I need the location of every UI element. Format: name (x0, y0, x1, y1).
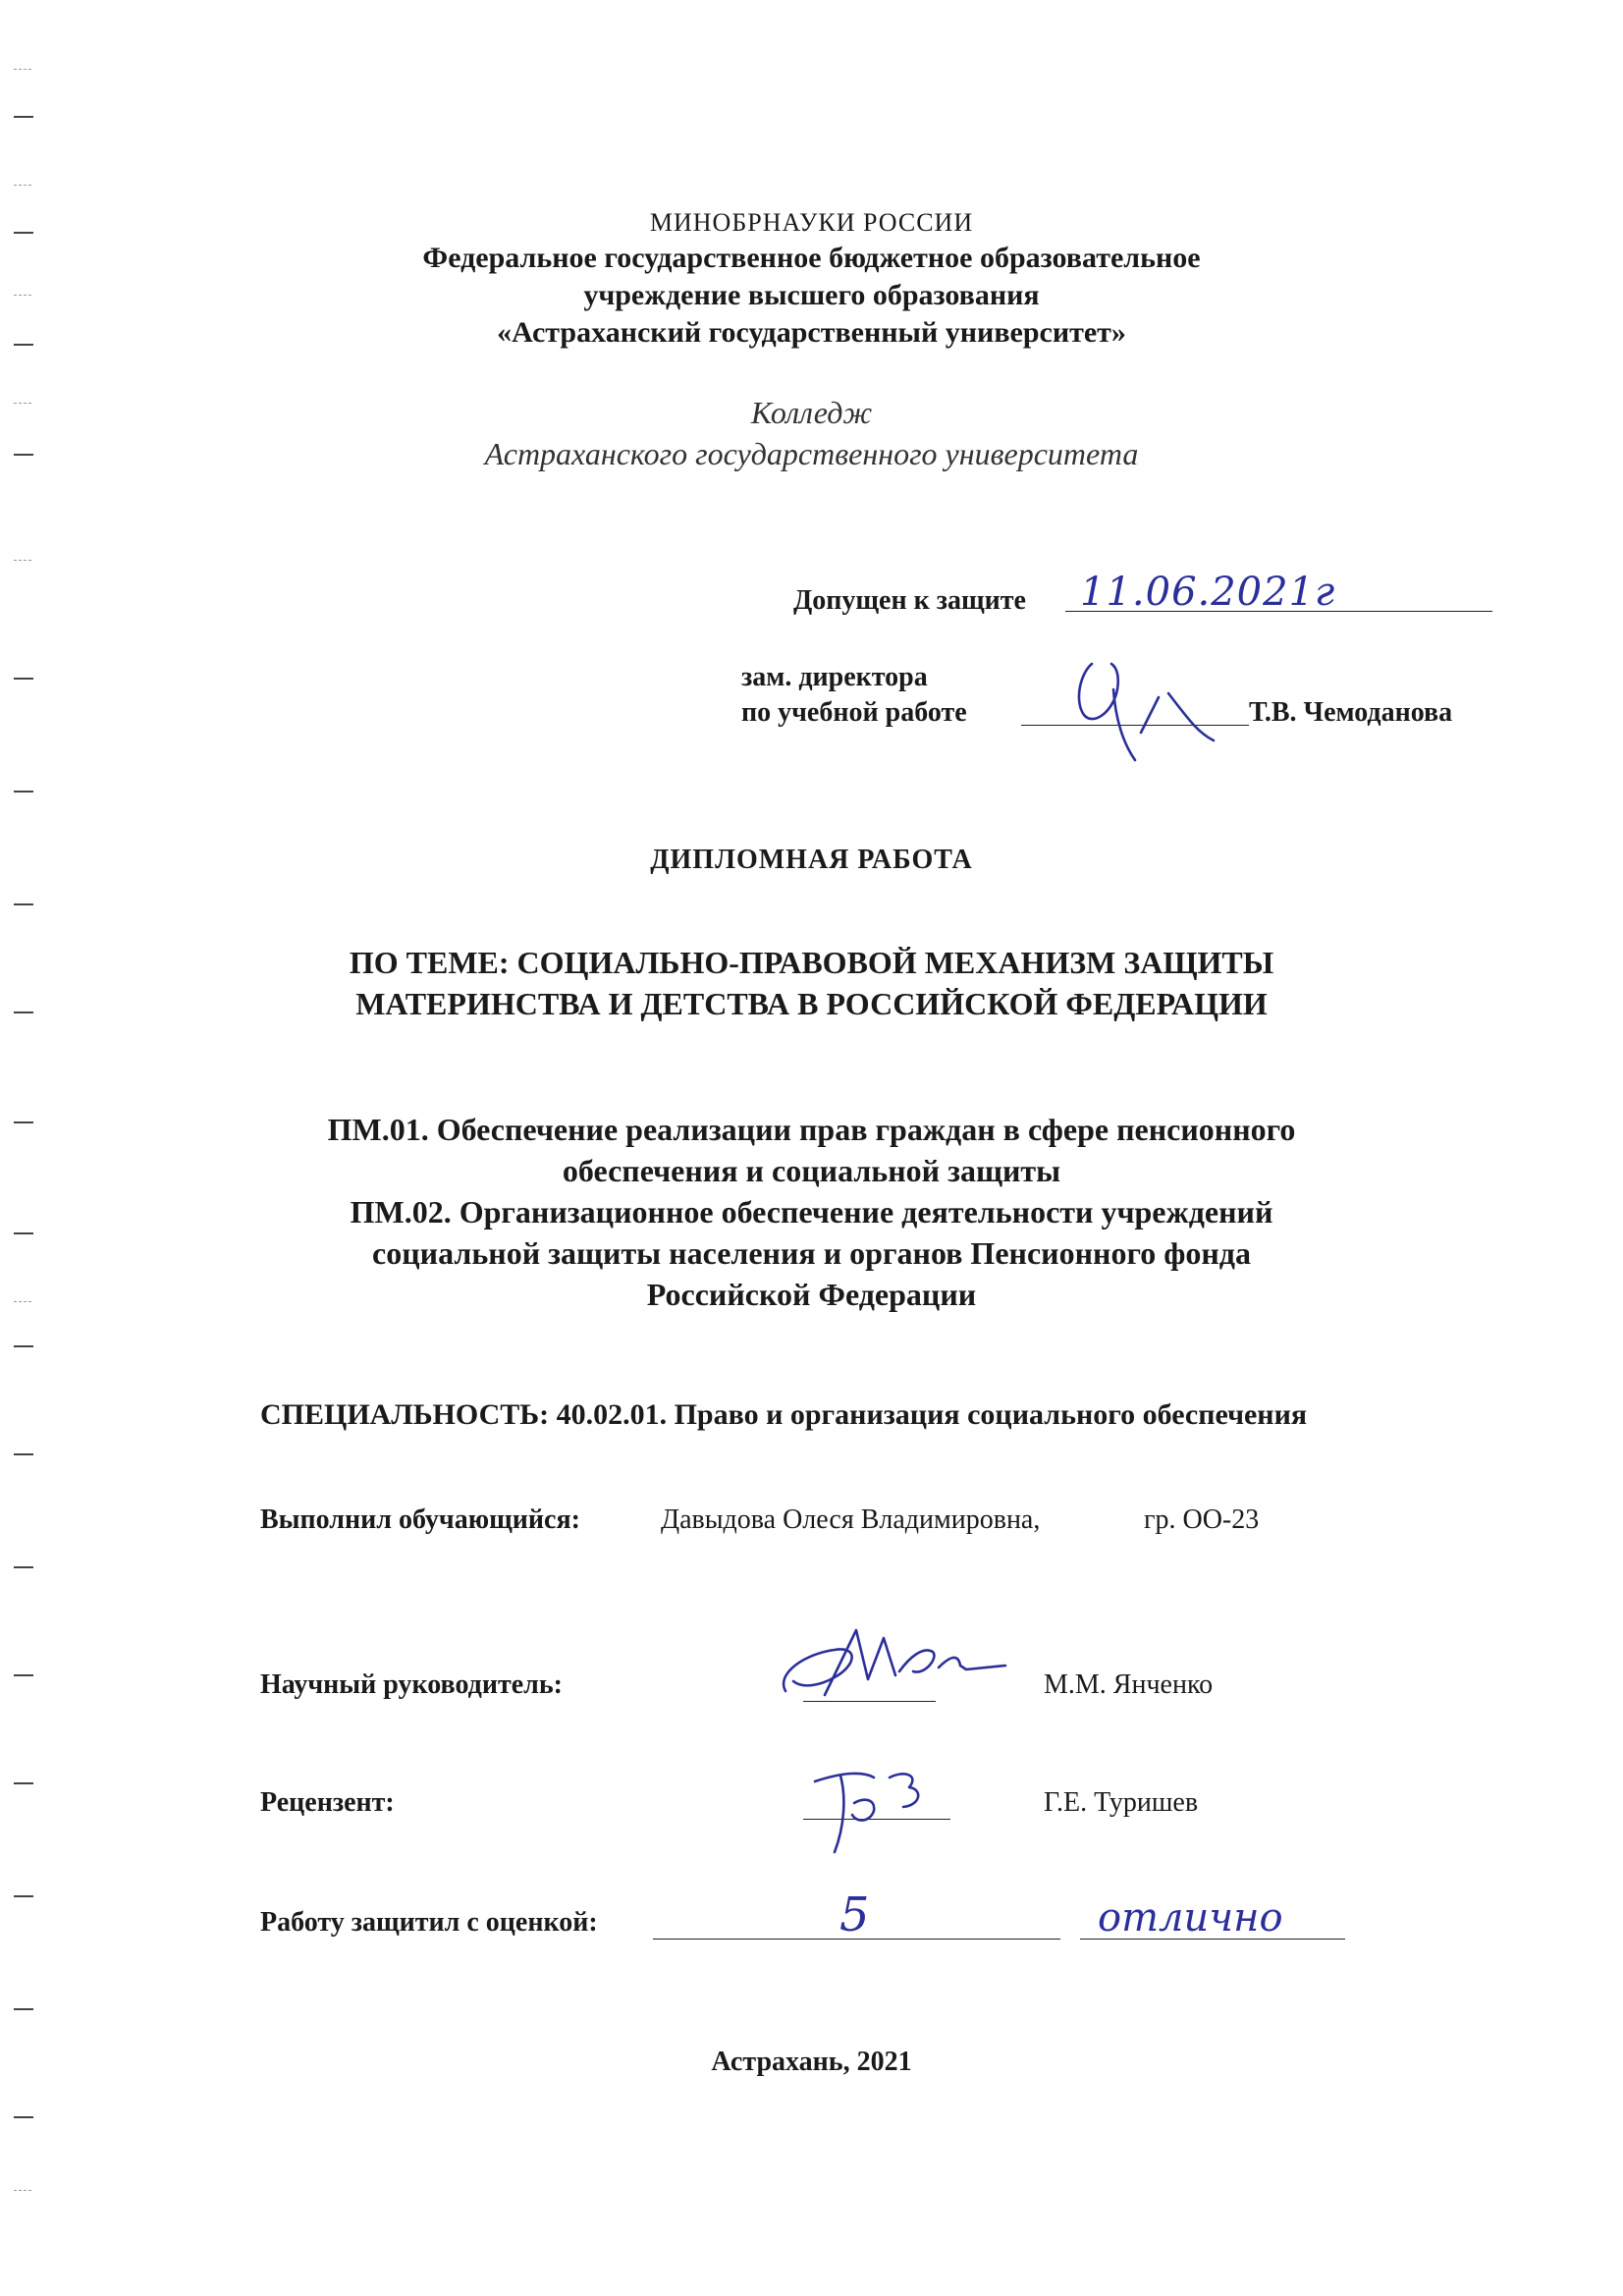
grade-text-handwritten: отлично (1098, 1895, 1283, 1941)
student-label: Выполнил обучающийся: (260, 1504, 580, 1535)
director-position-line-2: по учебной работе (741, 697, 967, 728)
topic-line-2: МАТЕРИНСТВА И ДЕТСТВА В РОССИЙСКОЙ ФЕДЕРАЦИИ (355, 986, 1268, 1021)
grade-numeric-handwritten: 5 (839, 1887, 870, 1942)
supervisor-label: Научный руководитель: (260, 1669, 563, 1700)
topic-line-1: ПО ТЕМЕ: СОЦИАЛЬНО-ПРАВОВОЙ МЕХАНИЗМ ЗАЩИТЫ (349, 945, 1274, 980)
institution-line-2: учреждение высшего образования (583, 279, 1040, 311)
director-position-line-1: зам. директора (741, 662, 928, 692)
specialty: СПЕЦИАЛЬНОСТЬ: 40.02.01. Право и организация социального обеспечения (260, 1398, 1308, 1431)
student-name: Давыдова Олеся Владимировна, (661, 1504, 1041, 1535)
admitted-date-handwritten: 11.06.2021г (1080, 570, 1336, 615)
admitted-label: Допущен к защите (793, 585, 1026, 616)
reviewer-signature (795, 1758, 962, 1866)
module-line-2: обеспечения и социальной защиты (562, 1153, 1061, 1188)
module-line-4: социальной защиты населения и органов Пенсионного фонда (372, 1235, 1251, 1271)
director-signature (1041, 650, 1237, 768)
supervisor-name: М.М. Янченко (1044, 1669, 1214, 1700)
director-name: Т.В. Чемоданова (1249, 697, 1453, 728)
module-line-3: ПМ.02. Организационное обеспечение деятельности учреждений (350, 1194, 1273, 1230)
institution-line-1: Федеральное государственное бюджетное образовательное (422, 242, 1201, 274)
grade-label: Работу защитил с оценкой: (260, 1907, 598, 1938)
student-group: гр. ОО-23 (1144, 1504, 1260, 1535)
city-year: Астрахань, 2021 (711, 2047, 912, 2077)
module-line-5: Российской Федерации (646, 1277, 977, 1312)
reviewer-name: Г.Е. Туришев (1044, 1787, 1199, 1818)
ministry-name: МИНОБРНАУКИ РОССИИ (649, 208, 974, 237)
college-line-2: Астраханского государственного университета (484, 436, 1139, 471)
reviewer-label: Рецензент: (260, 1787, 395, 1818)
university-name: «Астраханский государственный университет» (497, 316, 1126, 349)
module-line-1: ПМ.01. Обеспечение реализации прав граждан в сфере пенсионного (327, 1112, 1296, 1147)
college-line-1: Колледж (750, 395, 873, 430)
supervisor-signature (766, 1611, 1021, 1719)
work-type: ДИПЛОМНАЯ РАБОТА (650, 845, 973, 875)
